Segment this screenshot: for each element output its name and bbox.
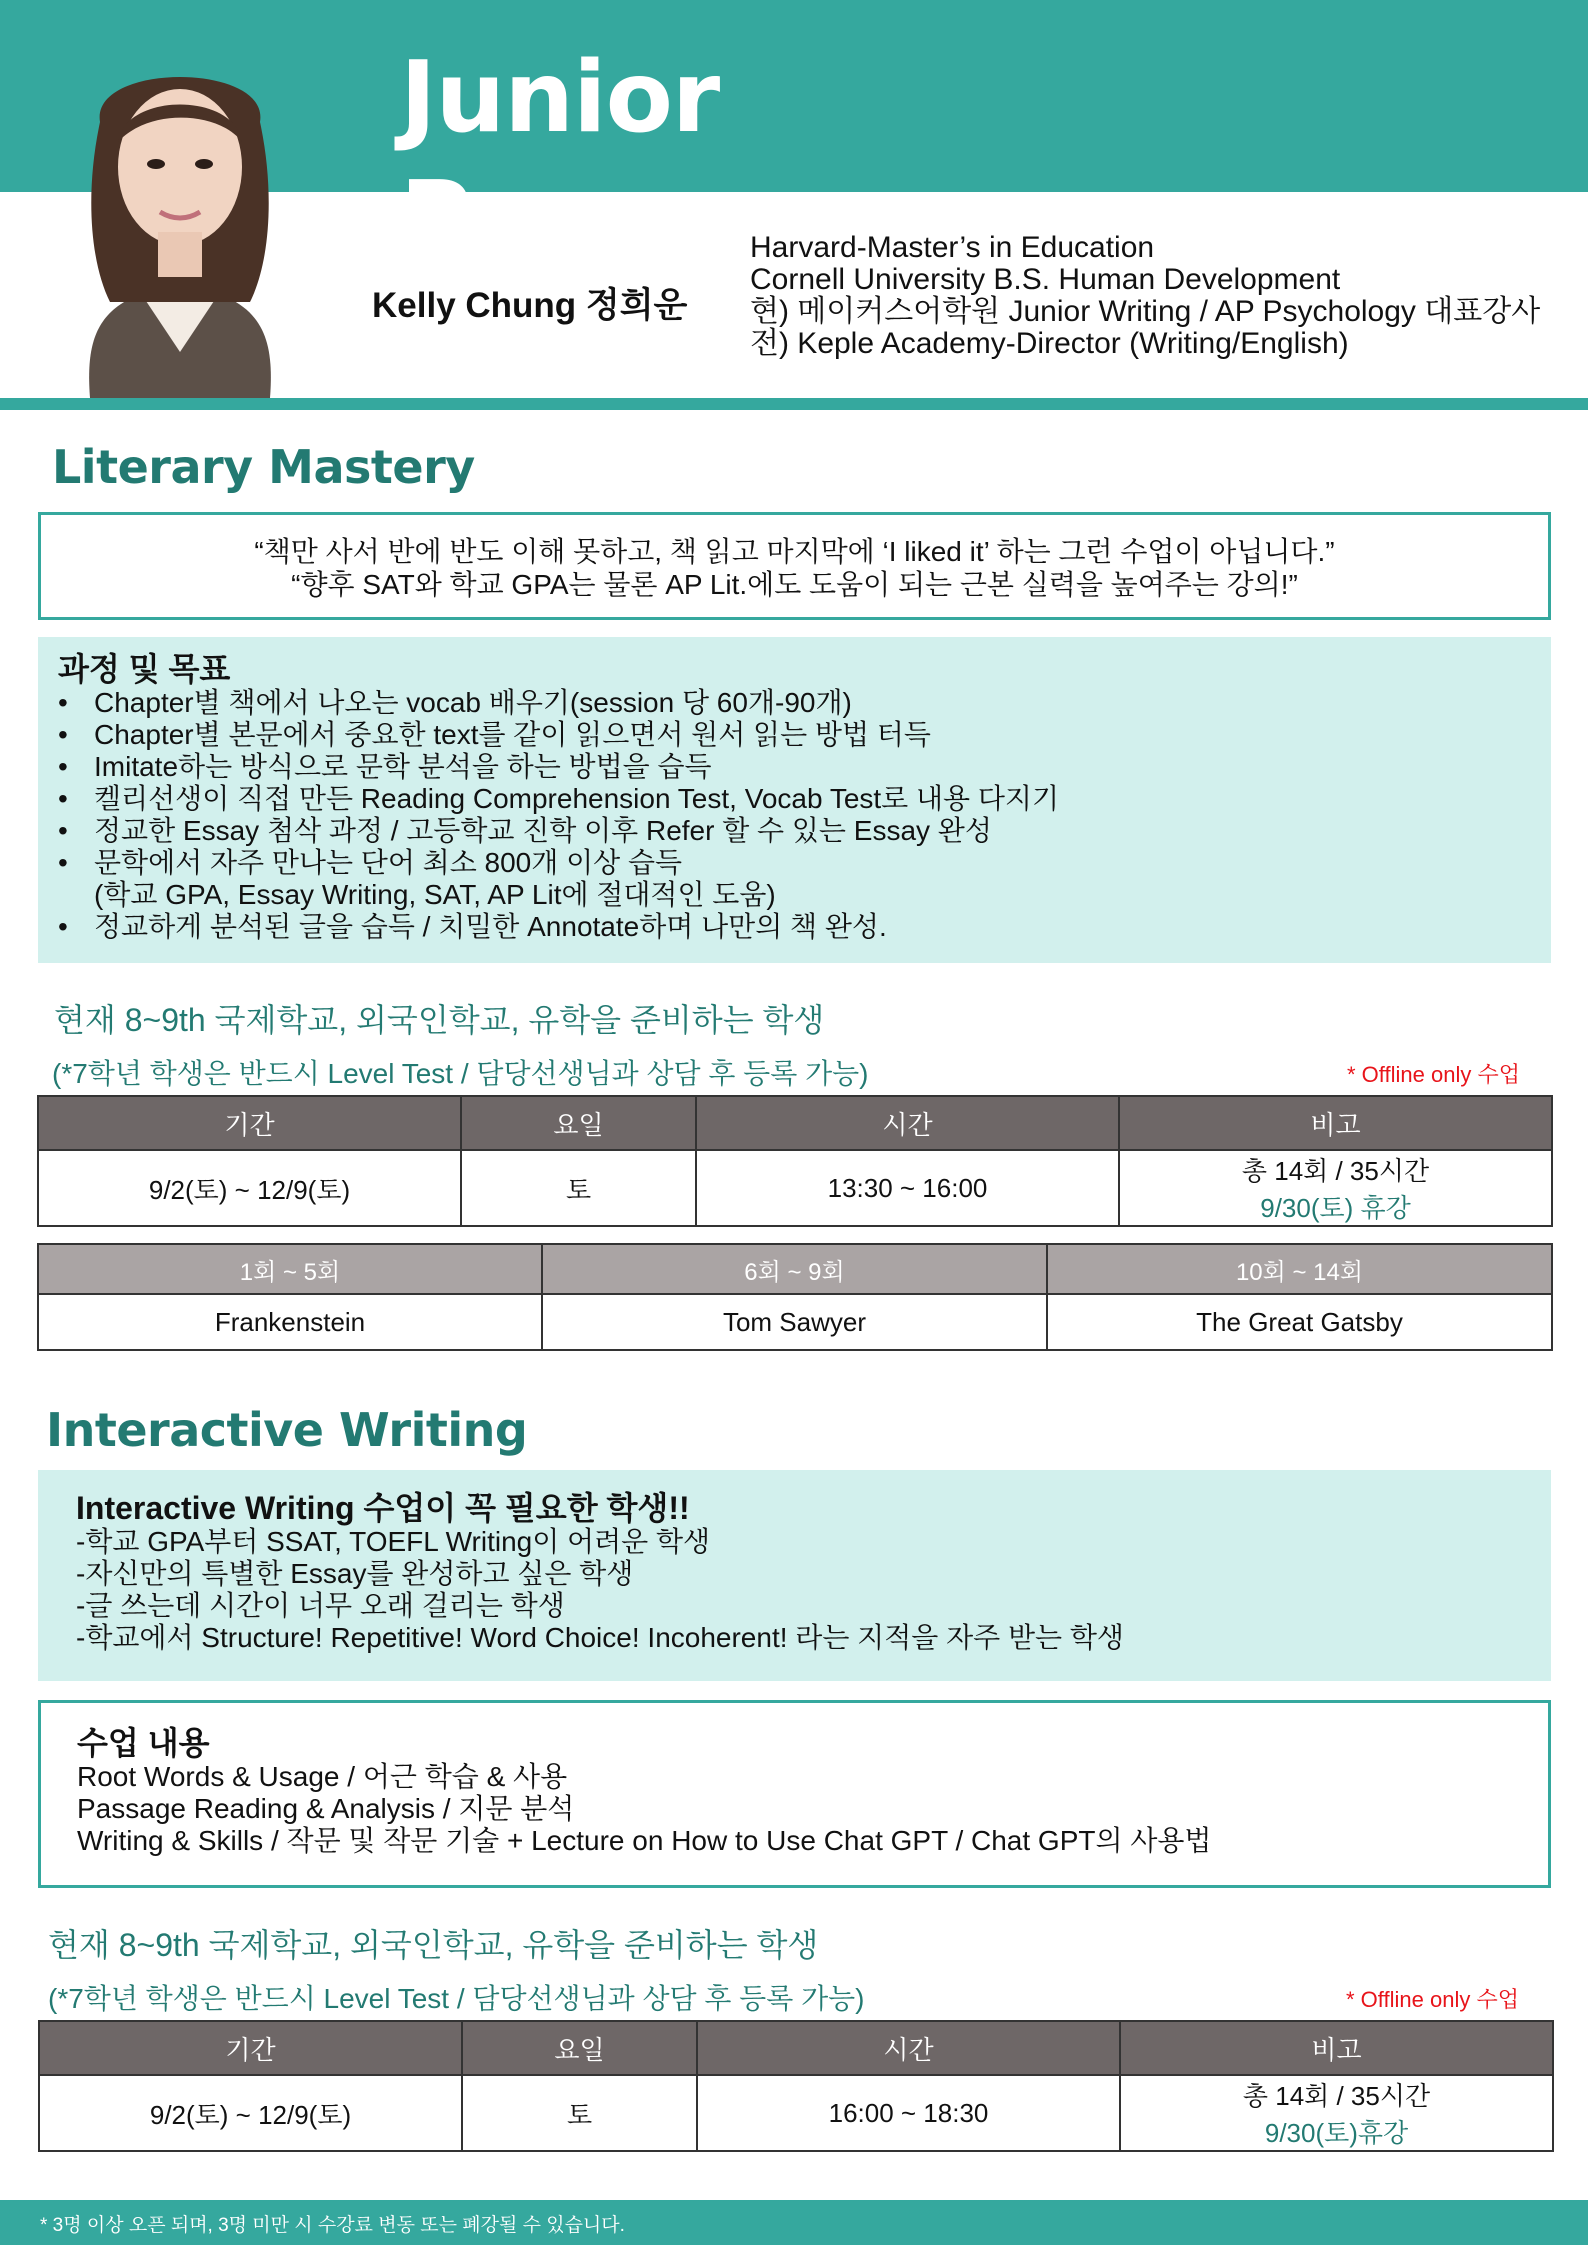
- schedule-remark: [1119, 1150, 1552, 1226]
- section-title-literary: Literary Mastery: [52, 440, 475, 494]
- need-item: -학교에서 Structure! Repetitive! Word Choice! Incoherent! 라는 지적을 자주 받는 학생: [76, 1622, 1124, 1653]
- content-list: [77, 1761, 1548, 1857]
- goal-item: • 정교한 Essay 첨삭 과정 / 고등학교 진학 이후 Refer 할 수 있는 Essay 완성: [58, 815, 1551, 847]
- credential-item: 전) Keple Academy-Director (Writing/English): [750, 327, 1349, 360]
- section-title-writing: Interactive Writing: [46, 1403, 528, 1457]
- need-item: -학교 GPA부터 SSAT, TOEFL Writing이 어려운 학생: [76, 1526, 711, 1557]
- goal-item-continuation: (학교 GPA, Essay Writing, SAT, AP Lit에 절대적인 도움): [94, 879, 776, 910]
- literary-target-students: 현재 8~9th 국제학교, 외국인학교, 유학을 준비하는 학생: [54, 1002, 825, 1038]
- table-header: 시간: [696, 1096, 1119, 1150]
- content-heading: 수업 내용: [77, 1725, 210, 1761]
- needs-heading: Interactive Writing 수업이 꼭 필요한 학생!!: [76, 1490, 690, 1526]
- table-header: 기간: [38, 1096, 461, 1150]
- table-header: 1회 ~ 5회: [38, 1244, 542, 1294]
- needs-list: [76, 1526, 1551, 1654]
- goal-item: • 켈리선생이 직접 만든 Reading Comprehension Test, Vocab Test로 내용 다지기: [58, 783, 1551, 815]
- credential-item: Harvard-Master’s in Education: [750, 231, 1155, 264]
- table-header: 비고: [1119, 1096, 1552, 1150]
- goals-list: [58, 687, 1551, 943]
- schedule-time: 13:30 ~ 16:00: [696, 1150, 1119, 1226]
- remark-break: 9/30(토) 휴강: [1260, 1193, 1411, 1223]
- schedule-period: 9/2(토) ~ 12/9(토): [39, 2075, 462, 2151]
- book-title: Frankenstein: [38, 1294, 542, 1350]
- book-title: Tom Sawyer: [542, 1294, 1047, 1350]
- need-item: -자신만의 특별한 Essay를 완성하고 싶은 학생: [76, 1558, 634, 1589]
- remark-total: 총 14회 / 35시간: [1241, 1156, 1430, 1186]
- table-header: 시간: [697, 2021, 1120, 2075]
- goal-item: • 문학에서 자주 만나는 단어 최소 800개 이상 습득: [58, 847, 1551, 879]
- content-item: Passage Reading & Analysis / 지문 분석: [77, 1793, 575, 1824]
- remark-break: 9/30(토)휴강: [1264, 2118, 1409, 2148]
- remark-total: 총 14회 / 35시간: [1242, 2081, 1431, 2111]
- literary-schedule-table: [37, 1095, 1553, 1227]
- table-header: 10회 ~ 14회: [1047, 1244, 1552, 1294]
- credential-item: Cornell University B.S. Human Development: [750, 263, 1341, 296]
- need-item: -글 쓰는데 시간이 너무 오래 걸리는 학생: [76, 1590, 565, 1621]
- teacher-credentials: [750, 232, 1540, 360]
- writing-target-students: 현재 8~9th 국제학교, 외국인학교, 유학을 준비하는 학생: [48, 1927, 819, 1963]
- schedule-period: 9/2(토) ~ 12/9(토): [38, 1150, 461, 1226]
- footer-band: [0, 2200, 1588, 2245]
- quote-line: “향후 SAT와 학교 GPA는 물론 AP Lit.에도 도움이 되는 근본 실력을 높여주는 강의!”: [291, 569, 1298, 600]
- literary-quote-box: [38, 512, 1551, 620]
- class-content-box: [38, 1700, 1551, 1888]
- writing-enroll-note: (*7학년 학생은 반드시 Level Test / 담당선생님과 상담 후 등록 가능): [48, 1983, 865, 2014]
- content-item: Root Words & Usage / 어근 학습 & 사용: [77, 1761, 568, 1792]
- schedule-remark: [1120, 2075, 1553, 2151]
- teacher-photo: [30, 52, 330, 398]
- footer-note: * 3명 이상 오픈 되며, 3명 미만 시 수강료 변동 또는 폐강될 수 있습니다.: [40, 2215, 625, 2236]
- goal-item: • Imitate하는 방식으로 문학 분석을 하는 방법을 습득: [58, 751, 1551, 783]
- schedule-day: 토: [462, 2075, 697, 2151]
- table-header: 요일: [462, 2021, 697, 2075]
- writing-offline-note: * Offline only 수업: [1346, 1987, 1519, 2012]
- schedule-time: 16:00 ~ 18:30: [697, 2075, 1120, 2151]
- credential-item: 현) 메이커스어학원 Junior Writing / AP Psychology 대표강사: [750, 295, 1541, 328]
- teacher-name: Kelly Chung 정희운: [372, 286, 688, 325]
- table-header: 기간: [39, 2021, 462, 2075]
- writing-schedule-table: [38, 2020, 1554, 2152]
- goals-panel: [38, 637, 1551, 963]
- literary-offline-note: * Offline only 수업: [1347, 1062, 1520, 1087]
- table-header: 비고: [1120, 2021, 1553, 2075]
- literary-books-table: [37, 1243, 1553, 1351]
- table-header: 6회 ~ 9회: [542, 1244, 1047, 1294]
- goal-item: • Chapter별 책에서 나오는 vocab 배우기(session 당 60개-90개): [58, 687, 1551, 719]
- needs-panel: [38, 1470, 1551, 1681]
- goal-item: • 정교하게 분석된 글을 습득 / 치밀한 Annotate하며 나만의 책 완성.: [58, 911, 1551, 943]
- goal-item: • Chapter별 본문에서 중요한 text를 같이 읽으면서 원서 읽는 방법 터득: [58, 719, 1551, 751]
- table-header: 요일: [461, 1096, 696, 1150]
- literary-enroll-note: (*7학년 학생은 반드시 Level Test / 담당선생님과 상담 후 등록 가능): [52, 1058, 869, 1089]
- quote-line: “책만 사서 반에 반도 이해 못하고, 책 읽고 마지막에 ‘I liked it’ 하는 그런 수업이 아닙니다.”: [254, 536, 1335, 567]
- goals-heading: 과정 및 목표: [58, 651, 231, 687]
- schedule-day: 토: [461, 1150, 696, 1226]
- content-item: Writing & Skills / 작문 및 작문 기술 + Lecture on How to Use Chat GPT / Chat GPT의 사용법: [77, 1825, 1212, 1856]
- page-title: Junior Program: [400, 41, 868, 275]
- book-title: The Great Gatsby: [1047, 1294, 1552, 1350]
- header-divider: [0, 398, 1588, 410]
